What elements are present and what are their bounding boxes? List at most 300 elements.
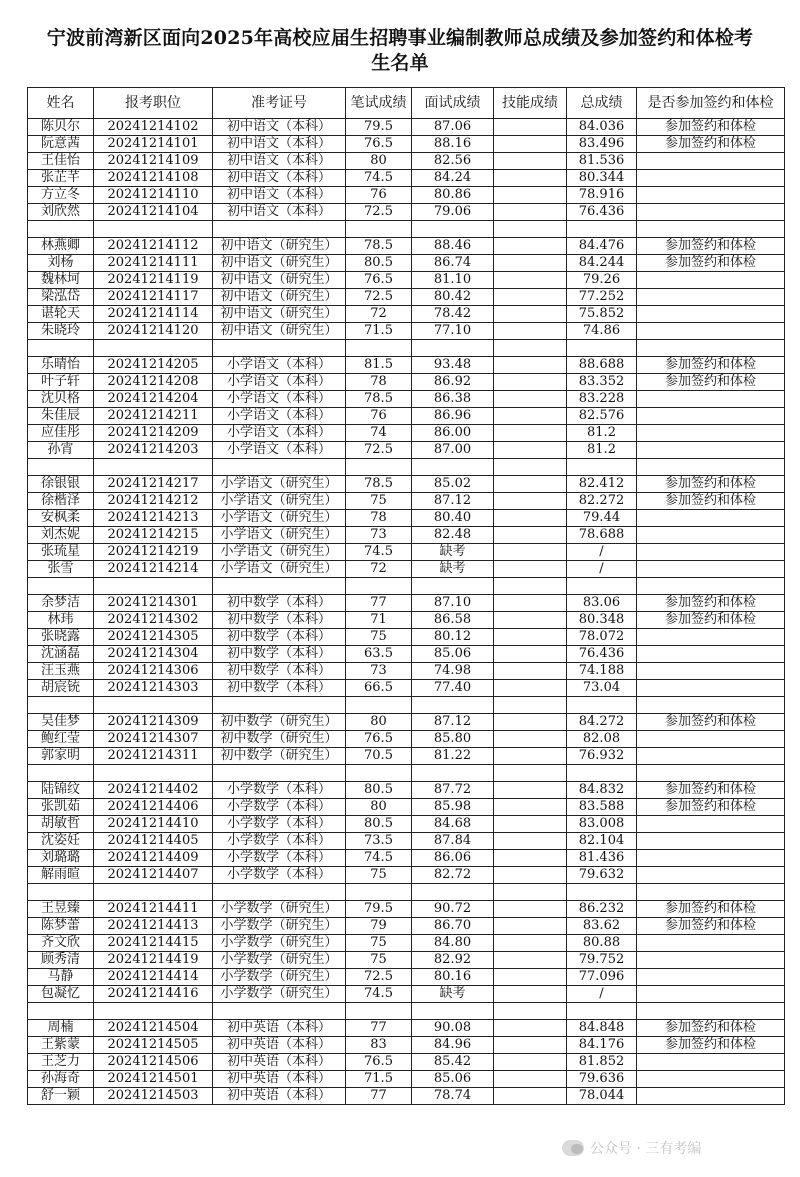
cell-ticket: 初中英语（本科） — [213, 1071, 346, 1088]
cell-ticket: 初中语文（研究生） — [213, 272, 346, 289]
cell-total: / — [567, 561, 637, 578]
watermark — [562, 1133, 780, 1163]
cell-skill — [494, 238, 567, 255]
empty-cell — [567, 1003, 637, 1020]
cell-ticket: 小学数学（本科） — [213, 799, 346, 816]
cell-name: 孙宵 — [28, 442, 94, 459]
cell-position: 20241214419 — [94, 952, 213, 969]
cell-interview: 81.22 — [412, 748, 494, 765]
table-row — [28, 544, 785, 561]
table-row — [28, 799, 785, 816]
empty-cell — [637, 697, 785, 714]
empty-cell — [94, 578, 213, 595]
cell-written: 76.5 — [346, 272, 412, 289]
cell-total: 83.588 — [567, 799, 637, 816]
cell-position: 20241214409 — [94, 850, 213, 867]
cell-signing — [637, 850, 785, 867]
cell-total: 84.036 — [567, 119, 637, 136]
cell-name: 孙海奇 — [28, 1071, 94, 1088]
cell-written: 75 — [346, 952, 412, 969]
cell-name: 王昱臻 — [28, 901, 94, 918]
cell-ticket: 小学语文（研究生） — [213, 561, 346, 578]
empty-cell — [213, 697, 346, 714]
header-name: 姓名 — [28, 88, 94, 119]
cell-signing — [637, 1071, 785, 1088]
cell-signing: 参加签约和体检 — [637, 255, 785, 272]
table-row — [28, 238, 785, 255]
cell-written: 76 — [346, 187, 412, 204]
cell-signing — [637, 1054, 785, 1071]
cell-total: 73.04 — [567, 680, 637, 697]
table-row — [28, 1020, 785, 1037]
cell-interview: 80.16 — [412, 969, 494, 986]
cell-total: 78.916 — [567, 187, 637, 204]
table-row — [28, 952, 785, 969]
table-row — [28, 595, 785, 612]
cell-written: 76.5 — [346, 136, 412, 153]
cell-ticket: 初中数学（本科） — [213, 595, 346, 612]
empty-cell — [213, 340, 346, 357]
cell-name: 汪玉燕 — [28, 663, 94, 680]
cell-position: 20241214112 — [94, 238, 213, 255]
cell-name: 胡宸铳 — [28, 680, 94, 697]
cell-total: 78.072 — [567, 629, 637, 646]
cell-total: 84.476 — [567, 238, 637, 255]
cell-signing: 参加签约和体检 — [637, 901, 785, 918]
cell-signing — [637, 663, 785, 680]
cell-ticket: 初中语文（研究生） — [213, 323, 346, 340]
table-row — [28, 714, 785, 731]
cell-position: 20241214506 — [94, 1054, 213, 1071]
cell-skill — [494, 646, 567, 663]
cell-total: 81.852 — [567, 1054, 637, 1071]
cell-total: 88.688 — [567, 357, 637, 374]
cell-written: 74.5 — [346, 986, 412, 1003]
cell-interview: 87.12 — [412, 714, 494, 731]
cell-interview: 85.02 — [412, 476, 494, 493]
cell-name: 张晓露 — [28, 629, 94, 646]
group-separator-row — [28, 697, 785, 714]
cell-interview: 缺考 — [412, 561, 494, 578]
cell-total: 82.08 — [567, 731, 637, 748]
table-header-row — [28, 88, 785, 119]
cell-skill — [494, 935, 567, 952]
cell-interview: 79.06 — [412, 204, 494, 221]
empty-cell — [412, 884, 494, 901]
empty-cell — [213, 221, 346, 238]
cell-total: 76.932 — [567, 748, 637, 765]
cell-signing — [637, 1088, 785, 1105]
cell-total: 79.44 — [567, 510, 637, 527]
table-row — [28, 986, 785, 1003]
cell-signing — [637, 629, 785, 646]
group-separator-row — [28, 221, 785, 238]
cell-ticket: 小学数学（研究生） — [213, 969, 346, 986]
cell-signing: 参加签约和体检 — [637, 1037, 785, 1054]
table-row — [28, 153, 785, 170]
empty-cell — [346, 697, 412, 714]
cell-signing: 参加签约和体检 — [637, 476, 785, 493]
cell-interview: 86.38 — [412, 391, 494, 408]
cell-interview: 86.96 — [412, 408, 494, 425]
cell-written: 74.5 — [346, 170, 412, 187]
cell-position: 20241214219 — [94, 544, 213, 561]
cell-ticket: 小学数学（研究生） — [213, 986, 346, 1003]
table-row — [28, 748, 785, 765]
cell-ticket: 小学语文（本科） — [213, 357, 346, 374]
cell-ticket: 小学数学（研究生） — [213, 918, 346, 935]
table-row — [28, 391, 785, 408]
empty-cell — [412, 765, 494, 782]
cell-name: 陈贝尔 — [28, 119, 94, 136]
empty-cell — [213, 578, 346, 595]
cell-written: 79 — [346, 918, 412, 935]
table-row — [28, 646, 785, 663]
cell-ticket: 初中语文（本科） — [213, 204, 346, 221]
cell-signing: 参加签约和体检 — [637, 612, 785, 629]
empty-cell — [94, 697, 213, 714]
cell-written: 80.5 — [346, 816, 412, 833]
cell-position: 20241214214 — [94, 561, 213, 578]
cell-position: 20241214102 — [94, 119, 213, 136]
cell-name: 朱晓玲 — [28, 323, 94, 340]
cell-written: 76.5 — [346, 1054, 412, 1071]
cell-skill — [494, 1037, 567, 1054]
cell-name: 阮意茜 — [28, 136, 94, 153]
cell-signing — [637, 561, 785, 578]
cell-signing — [637, 510, 785, 527]
cell-total: 83.352 — [567, 374, 637, 391]
cell-name: 包凝忆 — [28, 986, 94, 1003]
table-row — [28, 935, 785, 952]
cell-ticket: 小学语文（研究生） — [213, 527, 346, 544]
cell-position: 20241214405 — [94, 833, 213, 850]
cell-signing — [637, 731, 785, 748]
cell-signing — [637, 187, 785, 204]
table-row — [28, 204, 785, 221]
header-total: 总成绩 — [567, 88, 637, 119]
cell-signing: 参加签约和体检 — [637, 357, 785, 374]
cell-written: 75 — [346, 493, 412, 510]
cell-ticket: 初中语文（本科） — [213, 136, 346, 153]
cell-interview: 84.68 — [412, 816, 494, 833]
cell-ticket: 小学数学（本科） — [213, 867, 346, 884]
cell-ticket: 初中数学（本科） — [213, 612, 346, 629]
cell-skill — [494, 867, 567, 884]
cell-position: 20241214208 — [94, 374, 213, 391]
cell-interview: 77.40 — [412, 680, 494, 697]
cell-interview: 84.80 — [412, 935, 494, 952]
empty-cell — [28, 221, 94, 238]
cell-signing: 参加签约和体检 — [637, 714, 785, 731]
cell-skill — [494, 748, 567, 765]
cell-ticket: 小学数学（本科） — [213, 833, 346, 850]
table-row — [28, 425, 785, 442]
cell-interview: 85.06 — [412, 1071, 494, 1088]
cell-interview: 86.70 — [412, 918, 494, 935]
cell-interview: 80.40 — [412, 510, 494, 527]
cell-interview: 78.74 — [412, 1088, 494, 1105]
cell-signing — [637, 748, 785, 765]
empty-cell — [94, 765, 213, 782]
cell-skill — [494, 918, 567, 935]
cell-ticket: 初中语文（研究生） — [213, 255, 346, 272]
cell-position: 20241214306 — [94, 663, 213, 680]
cell-signing: 参加签约和体检 — [637, 136, 785, 153]
cell-skill — [494, 187, 567, 204]
cell-name: 刘杨 — [28, 255, 94, 272]
table-row — [28, 969, 785, 986]
cell-written: 77 — [346, 1088, 412, 1105]
group-separator-row — [28, 765, 785, 782]
cell-ticket: 小学数学（本科） — [213, 816, 346, 833]
results-table — [27, 87, 785, 1105]
cell-ticket: 初中数学（本科） — [213, 646, 346, 663]
cell-ticket: 初中英语（本科） — [213, 1054, 346, 1071]
cell-name: 胡敏哲 — [28, 816, 94, 833]
cell-position: 20241214501 — [94, 1071, 213, 1088]
cell-signing — [637, 289, 785, 306]
cell-signing — [637, 986, 785, 1003]
cell-total: 82.412 — [567, 476, 637, 493]
cell-written: 79.5 — [346, 119, 412, 136]
cell-name: 周楠 — [28, 1020, 94, 1037]
empty-cell — [28, 1003, 94, 1020]
cell-name: 齐文欣 — [28, 935, 94, 952]
table-row — [28, 680, 785, 697]
table-row — [28, 493, 785, 510]
cell-written: 78 — [346, 510, 412, 527]
empty-cell — [346, 1003, 412, 1020]
empty-cell — [494, 459, 567, 476]
cell-name: 鲍红莹 — [28, 731, 94, 748]
empty-cell — [28, 884, 94, 901]
cell-written: 81.5 — [346, 357, 412, 374]
empty-cell — [213, 884, 346, 901]
cell-name: 郭家明 — [28, 748, 94, 765]
cell-written: 72.5 — [346, 204, 412, 221]
empty-cell — [94, 340, 213, 357]
cell-written: 80 — [346, 153, 412, 170]
cell-signing — [637, 170, 785, 187]
cell-interview: 87.72 — [412, 782, 494, 799]
cell-skill — [494, 969, 567, 986]
cell-interview: 85.80 — [412, 731, 494, 748]
table-row — [28, 442, 785, 459]
cell-skill — [494, 680, 567, 697]
cell-interview: 缺考 — [412, 544, 494, 561]
group-separator-row — [28, 884, 785, 901]
cell-interview: 88.46 — [412, 238, 494, 255]
cell-ticket: 小学语文（本科） — [213, 374, 346, 391]
cell-interview: 80.12 — [412, 629, 494, 646]
cell-written: 77 — [346, 1020, 412, 1037]
page-title — [0, 26, 800, 76]
empty-cell — [494, 765, 567, 782]
cell-ticket: 初中数学（研究生） — [213, 731, 346, 748]
empty-cell — [412, 340, 494, 357]
cell-interview: 88.16 — [412, 136, 494, 153]
cell-ticket: 初中语文（本科） — [213, 170, 346, 187]
title-line-2: 生名单 — [371, 52, 429, 74]
cell-written: 75 — [346, 935, 412, 952]
cell-signing — [637, 408, 785, 425]
cell-written: 78.5 — [346, 476, 412, 493]
cell-skill — [494, 170, 567, 187]
cell-name: 徐楷泽 — [28, 493, 94, 510]
empty-cell — [637, 1003, 785, 1020]
cell-written: 72.5 — [346, 969, 412, 986]
group-separator-row — [28, 1003, 785, 1020]
empty-cell — [494, 1003, 567, 1020]
cell-interview: 87.00 — [412, 442, 494, 459]
cell-position: 20241214104 — [94, 204, 213, 221]
empty-cell — [412, 221, 494, 238]
cell-ticket: 小学语文（本科） — [213, 408, 346, 425]
empty-cell — [412, 578, 494, 595]
empty-cell — [28, 578, 94, 595]
cell-name: 舒一颖 — [28, 1088, 94, 1105]
watermark-text: 公众号 · 三有考编 — [590, 1141, 702, 1157]
cell-total: / — [567, 986, 637, 1003]
cell-total: 76.436 — [567, 646, 637, 663]
table-body — [28, 119, 785, 1105]
empty-cell — [94, 459, 213, 476]
table-row — [28, 170, 785, 187]
cell-skill — [494, 289, 567, 306]
cell-interview: 82.92 — [412, 952, 494, 969]
cell-position: 20241214114 — [94, 306, 213, 323]
cell-skill — [494, 391, 567, 408]
cell-total: 79.752 — [567, 952, 637, 969]
cell-total: 79.632 — [567, 867, 637, 884]
cell-skill — [494, 425, 567, 442]
cell-position: 20241214301 — [94, 595, 213, 612]
cell-skill — [494, 952, 567, 969]
cell-interview: 85.98 — [412, 799, 494, 816]
group-separator-row — [28, 578, 785, 595]
empty-cell — [494, 578, 567, 595]
cell-skill — [494, 986, 567, 1003]
cell-ticket: 小学语文（本科） — [213, 442, 346, 459]
cell-written: 76.5 — [346, 731, 412, 748]
cell-ticket: 小学语文（本科） — [213, 425, 346, 442]
cell-name: 乐晴怡 — [28, 357, 94, 374]
cell-name: 马静 — [28, 969, 94, 986]
cell-interview: 78.42 — [412, 306, 494, 323]
cell-total: 77.252 — [567, 289, 637, 306]
empty-cell — [494, 884, 567, 901]
cell-skill — [494, 1071, 567, 1088]
cell-skill — [494, 374, 567, 391]
cell-name: 徐银银 — [28, 476, 94, 493]
cell-signing — [637, 646, 785, 663]
cell-interview: 87.06 — [412, 119, 494, 136]
cell-written: 72.5 — [346, 442, 412, 459]
cell-position: 20241214119 — [94, 272, 213, 289]
cell-written: 72.5 — [346, 289, 412, 306]
cell-skill — [494, 408, 567, 425]
cell-ticket: 小学数学（研究生） — [213, 901, 346, 918]
cell-total: 77.096 — [567, 969, 637, 986]
table-row — [28, 731, 785, 748]
cell-signing: 参加签约和体检 — [637, 782, 785, 799]
cell-name: 陈梦蕾 — [28, 918, 94, 935]
cell-ticket: 初中语文（本科） — [213, 187, 346, 204]
cell-interview: 82.48 — [412, 527, 494, 544]
cell-interview: 90.08 — [412, 1020, 494, 1037]
empty-cell — [567, 884, 637, 901]
cell-position: 20241214303 — [94, 680, 213, 697]
cell-skill — [494, 136, 567, 153]
cell-written: 78.5 — [346, 238, 412, 255]
cell-signing — [637, 952, 785, 969]
cell-position: 20241214416 — [94, 986, 213, 1003]
chat-bubble-icon — [562, 1140, 584, 1156]
cell-total: 84.176 — [567, 1037, 637, 1054]
cell-position: 20241214504 — [94, 1020, 213, 1037]
empty-cell — [412, 1003, 494, 1020]
cell-interview: 84.24 — [412, 170, 494, 187]
cell-name: 应佳彤 — [28, 425, 94, 442]
cell-skill — [494, 153, 567, 170]
cell-position: 20241214406 — [94, 799, 213, 816]
cell-name: 梁泓岱 — [28, 289, 94, 306]
cell-total: 84.272 — [567, 714, 637, 731]
cell-ticket: 初中语文（研究生） — [213, 238, 346, 255]
cell-name: 余梦洁 — [28, 595, 94, 612]
header-skill: 技能成绩 — [494, 88, 567, 119]
cell-skill — [494, 323, 567, 340]
header-signing: 是否参加签约和体检 — [637, 88, 785, 119]
cell-written: 71.5 — [346, 323, 412, 340]
cell-position: 20241214305 — [94, 629, 213, 646]
empty-cell — [213, 765, 346, 782]
cell-ticket: 初中语文（研究生） — [213, 289, 346, 306]
table-row — [28, 782, 785, 799]
cell-signing — [637, 544, 785, 561]
cell-position: 20241214215 — [94, 527, 213, 544]
cell-total: 84.244 — [567, 255, 637, 272]
cell-signing — [637, 816, 785, 833]
cell-total: 86.232 — [567, 901, 637, 918]
empty-cell — [346, 340, 412, 357]
table-row — [28, 510, 785, 527]
header-interview: 面试成绩 — [412, 88, 494, 119]
cell-name: 王佳怡 — [28, 153, 94, 170]
cell-interview: 80.86 — [412, 187, 494, 204]
table-row — [28, 306, 785, 323]
cell-skill — [494, 1088, 567, 1105]
cell-ticket: 小学语文（研究生） — [213, 544, 346, 561]
cell-name: 沈贝格 — [28, 391, 94, 408]
empty-cell — [346, 765, 412, 782]
cell-position: 20241214209 — [94, 425, 213, 442]
cell-interview: 缺考 — [412, 986, 494, 1003]
cell-interview: 77.10 — [412, 323, 494, 340]
cell-position: 20241214205 — [94, 357, 213, 374]
table-row — [28, 119, 785, 136]
cell-name: 王芝力 — [28, 1054, 94, 1071]
empty-cell — [494, 697, 567, 714]
cell-skill — [494, 204, 567, 221]
cell-name: 沈姿妊 — [28, 833, 94, 850]
table-row — [28, 833, 785, 850]
table-row — [28, 901, 785, 918]
cell-skill — [494, 714, 567, 731]
empty-cell — [567, 340, 637, 357]
cell-ticket: 初中语文（研究生） — [213, 306, 346, 323]
